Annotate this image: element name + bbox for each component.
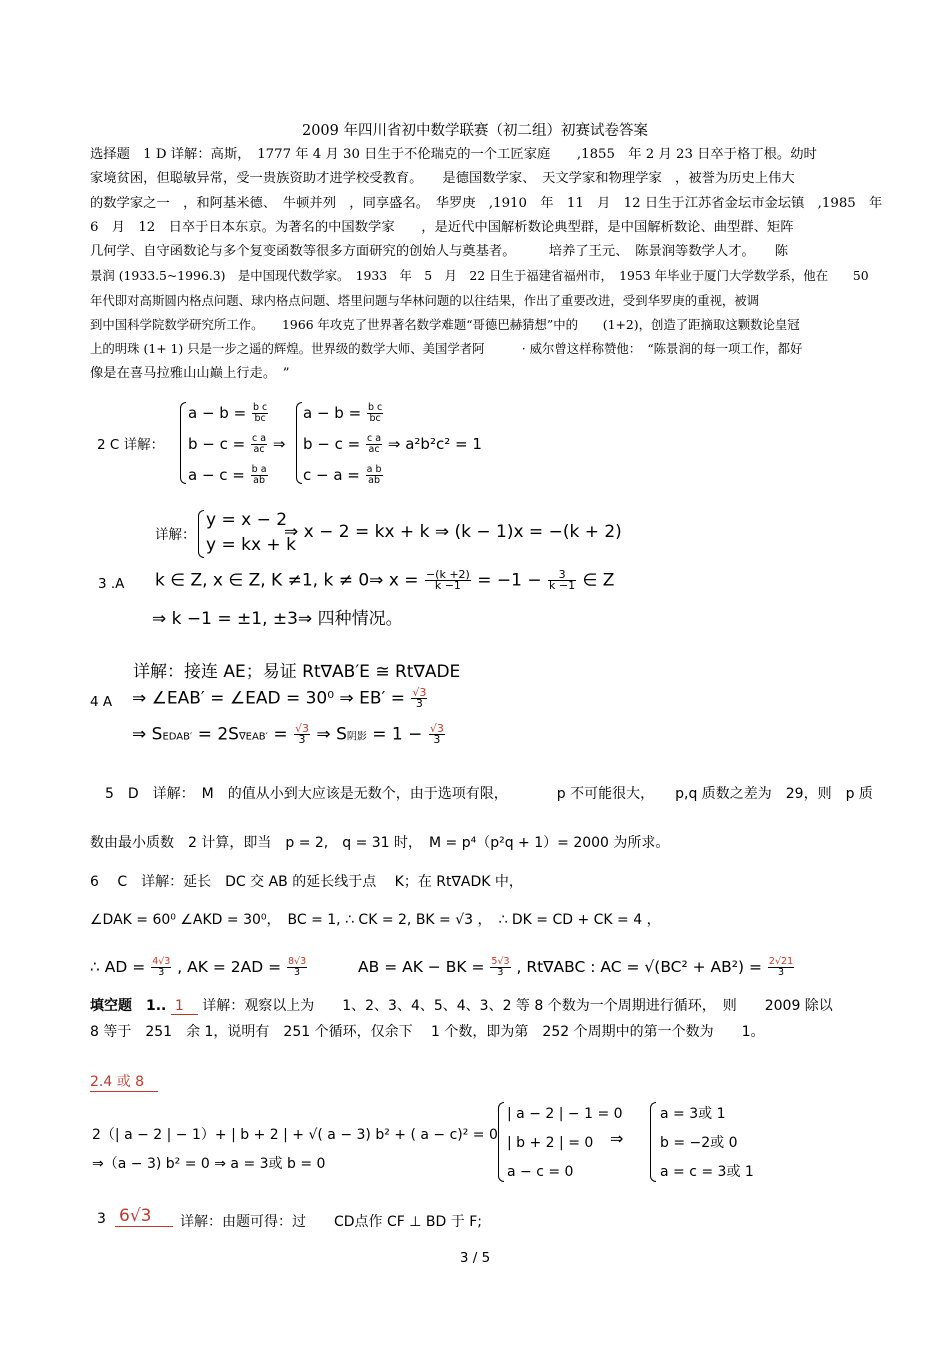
q3-derivation: ⇒ x − 2 = kx + k ⇒ (k − 1)x = −(k + 2) [284,522,622,542]
fraction-numerator: b c [252,402,268,413]
q4-line1 [132,688,428,709]
fraction-numerator: b c [367,402,383,413]
fill2-eq: a = 3或 1 [660,1106,726,1122]
intro-line: 几何学、自守函数论与多个复变函数等很多方面研究的创始人与奠基者。 培养了王元、 陈景润等数学人才。 陈 [90,244,789,260]
fraction-denominator: ac [368,444,380,455]
q3-system [206,508,296,558]
fill1-label: 填空题 1.. [90,998,167,1014]
q4-text: ⇒ S [132,724,163,745]
q4-line2 [132,724,446,745]
intro-line: 的数学家之一 ，和阿基米德、 牛顿并列 ，同享盛名。 华罗庚 ,1910 年 11 月 12 日生于江苏省金坛市金坛镇 ,1985 年 [90,195,883,211]
fill2-system-left [507,1100,623,1187]
q3-line2: ⇒ k −1 = ±1, ±3⇒ 四种情况。 [152,609,403,629]
fraction-numerator: c a [252,433,267,444]
intro-line: 6 月 12 日卒于日本东京。为著名的中国数学家 ，是近代中国解析数论典型群，是中国解析数论、曲型群、矩阵 [90,219,794,235]
q5-line2: 数由最小质数 2 计算，即当 p = 2, q = 31 时， M = p⁴（p²q + 1）= 2000 为所求。 [90,835,670,851]
q2-brace-right [296,402,302,484]
q2-result: a²b²c² = 1 [405,435,482,453]
fraction-denominator: 3 [433,733,441,746]
fraction-numerator: b a [251,464,267,475]
intro-line: 景润 (1933.5~1996.3) 是中国现代数学家。 1933 年 5 月 22 日生于福建省福州市， 1953 年毕业于厦门大学数学系，他在 50 [90,268,869,284]
fraction-numerator: c a [367,433,382,444]
q3-text: k ∈ Z, x ∈ Z, K ≠1, k ≠ 0⇒ x = [155,570,419,591]
fraction-numerator: −(k +2) [425,568,470,581]
fill2-brace-right [650,1102,656,1182]
fraction-denominator: bc [254,413,266,424]
q3-text: ∈ Z [582,570,615,591]
q4-text: = 1 − [372,724,423,745]
fraction-denominator: 3 [298,733,306,746]
q3-detail-label: 详解： [155,527,196,543]
fill2-eq: | b + 2 | = 0 [507,1135,594,1151]
q3-line1 [155,570,614,591]
q4-text: = [273,724,288,745]
q2-system-right [303,398,482,491]
q4-detail: 详解：接连 AE；易证 Rt∇AB′E ≅ Rt∇ADE [133,662,461,682]
q2-eq: b − c = [188,435,246,453]
fraction-denominator: ab [368,475,381,486]
fraction-denominator: 3 [158,967,165,978]
fill1-line1 [90,995,833,1015]
fill2-eq: | a − 2 | − 1 = 0 [507,1106,623,1122]
fraction-numerator: a b [366,464,382,475]
fraction-denominator: 3 [415,697,423,710]
q6-text: , Rt∇ABC : AC = √(BC² + AB²) = [516,958,762,976]
implies-arrow: ⇒ [610,1129,624,1148]
q3-eq: y = kx + k [206,535,296,555]
q3-brace [198,510,204,558]
q6-line2: ∠DAK = 60⁰ ∠AKD = 30⁰， BC = 1, ∴ CK = 2, BK = √3 ， ∴ DK = CD + CK = 4 ， [90,912,661,928]
fill2-brace-left [498,1102,504,1182]
fill2-eq: a = c = 3或 1 [660,1164,754,1180]
fraction-denominator: 3 [777,967,785,978]
fill2-label: 2.4 或 8 [90,1071,158,1092]
q2-eq: b − c = [303,435,361,453]
fraction-denominator: k −1 [434,579,461,592]
q3-text: = −1 − [477,570,542,591]
q4-text: ⇒ S [316,724,347,745]
subscript: 阴影 [346,731,367,743]
intro-line: 家境贫困，但聪敏异常，受一贵族资助才进学校受教育。 是德国数学家、 天文学家和物理学家 ，被誉为历史上伟大 [90,171,795,187]
q2-eq: a − c = [188,466,245,484]
fill2-eq: a − c = 0 [507,1164,574,1180]
intro-line: 像是在喜马拉雅山山巅上行走。 ” [90,365,290,381]
q2-eq: a − b = [303,404,362,422]
intro-paragraph [90,143,883,386]
intro-line: 上的明珠 (1+ 1) 只是一步之遥的辉煌。世界级的数学大师、美国学者阿 · 威尔曾这样称赞他： “陈景润的每一项工作，都好 [90,341,803,357]
fraction-numerator: 5√3 [491,956,510,967]
subscript: EDAB′ [162,731,193,743]
fraction-denominator: k −1 [549,579,576,592]
fill2-eq1: 2（| a − 2 | − 1）+ | b + 2 | + √( a − 3) b² + ( a − c)² = 0 [92,1127,498,1143]
fraction-denominator: bc [369,413,381,424]
fraction-denominator: ab [253,475,266,486]
document-title: 2009 年四川省初中数学联赛（初二组）初赛试卷答案 [301,123,648,139]
fill2-system-right [660,1100,754,1187]
implies-arrow: ⇒ [387,435,401,453]
q2-eq: a − b = [188,404,247,422]
implies-arrow: ⇒ [272,435,286,453]
q4-label: 4 A [90,694,113,710]
fraction-numerator: 3 [548,570,576,581]
q6-text: ∴ AD = [90,958,146,976]
fraction-numerator: 8√3 [288,956,307,967]
fill1-text: 详解：观察以上为 1、2、3、4、5、4、3、2 等 8 个数为一个周期进行循环， 则 2009 除以 [202,998,833,1014]
q6-text: , AK = 2AD = [177,958,282,976]
fill1-answer: 1 [171,998,198,1015]
q6-text: AB = AK − BK = [358,958,485,976]
q2-eq: c − a = [303,466,360,484]
q2-label: 2 C 详解： [97,437,165,453]
q4-text: = 2S [197,724,239,745]
fraction-denominator: 3 [497,967,504,978]
fraction-numerator: √3 [429,722,444,735]
subscript: ∇EAB′ [238,731,268,743]
fill3-answer: 6√3 [115,1206,173,1227]
q3-label: 3 .A [98,576,125,592]
intro-line: 年代即对高斯圆内格点问题、球内格点问题、塔里问题与华林问题的以往结果，作出了重要改进，受到华罗庚的重视，被调 [90,292,760,308]
intro-line: 到中国科学院数学研究所工作。 1966 年攻克了世界著名数学难题“哥德巴赫猜想”中的 (1+2)，创造了距摘取这颗数论皇冠 [90,317,800,333]
q4-text: ⇒ ∠EAB′ = ∠EAD = 30⁰ ⇒ EB′ = [132,688,405,709]
fraction-numerator: 2√21 [768,956,794,967]
q6-line3 [90,957,795,978]
q2-brace-left [180,402,186,484]
q5-line1: 5 D 详解： M 的值从小到大应该是无数个，由于选项有限， p 不可能很大， p,q 质数之差为 29，则 p 质 [105,786,873,802]
q6-line1: 6 C 详解：延长 DC 交 AB 的延长线于点 K；在 Rt∇ADK 中， [90,874,523,890]
q2-system-left [188,398,285,491]
fraction-denominator: ac [253,444,265,455]
fill2-eq2: ⇒（a − 3) b² = 0 ⇒ a = 3或 b = 0 [92,1156,326,1172]
fraction-denominator: 3 [294,967,301,978]
fill1-line2: 8 等于 251 余 1，说明有 251 个循环，仅余下 1 个数，即为第 252 个周期中的第一个数为 1。 [90,1024,765,1040]
fraction-numerator: √3 [295,722,310,735]
intro-line: 选择题 1 D 详解：高斯， 1777 年 4 月 30 日生于不伦瑞克的一个工匠家庭 ,1855 年 2 月 23 日卒于格丁根。幼时 [90,147,817,162]
fill3-text: 详解：由题可得：过 CD点作 CF ⊥ BD 于 F; [180,1214,482,1230]
fill2-eq: b = −2或 0 [660,1135,738,1151]
fill3-label: 3 [97,1211,106,1227]
q3-eq: y = x − 2 [206,510,288,530]
fraction-numerator: √3 [412,686,427,699]
fraction-numerator: 4√3 [152,956,171,967]
page-number: 3 / 5 [459,1250,491,1266]
